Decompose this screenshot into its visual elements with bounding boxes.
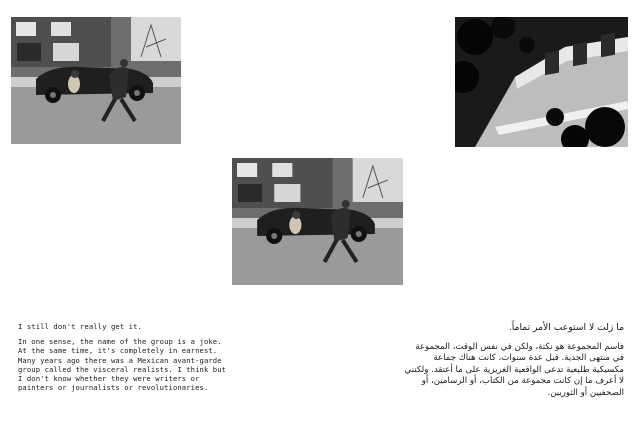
street-photo-center-image	[232, 158, 403, 285]
arabic-lead-line: ما زلت لا استوعب الأمر تماماً.	[508, 322, 624, 333]
building-photo-right	[455, 17, 628, 147]
street-photo-left	[11, 17, 181, 144]
english-text-block	[18, 322, 233, 392]
street-photo-center	[232, 158, 403, 285]
english-lead-line: I still don't really get it.	[18, 322, 142, 331]
arabic-text-block	[402, 322, 624, 400]
english-body-paragraph: In one sense, the name of the group is a joke. At the same time, it's completely in earnest. Many years ago there was a Mexican avant-garde group called the visceral realists. I think but I don't know whether they were writers or painters or journalists or revolutionaries.	[18, 337, 227, 393]
building-photo-right-image	[455, 17, 628, 147]
arabic-body-paragraph: فاسم المجموعة هو نكتة، ولكن في نفس الوقت، المجموعة في منتهى الجدية. قبل عدة سنوات، كانت هناك جماعة مكسيكية طليعية تدعى الواقعية الغريزية على ما أعتقد. ولكنني لا أعرف ما إن كانت مجموعة من الكتاب، أو الرسامين، أو الصحفيين أو الثوريين.	[404, 341, 624, 398]
street-photo-left-image	[11, 17, 181, 144]
